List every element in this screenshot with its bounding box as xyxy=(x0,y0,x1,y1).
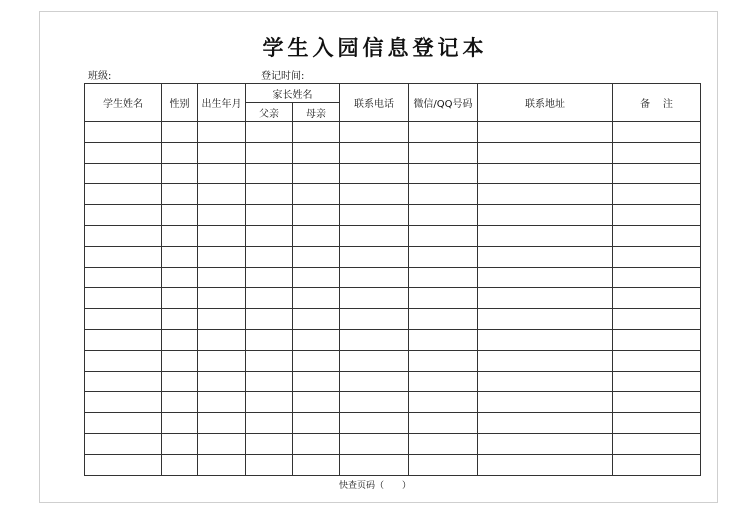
cell-remarks[interactable] xyxy=(613,267,701,288)
cell-mother[interactable] xyxy=(293,122,340,143)
cell-birth-date[interactable] xyxy=(198,163,246,184)
cell-wechat-qq[interactable] xyxy=(409,163,478,184)
cell-phone[interactable] xyxy=(340,371,409,392)
cell-remarks[interactable] xyxy=(613,142,701,163)
header-address: 联系地址 xyxy=(478,84,613,122)
cell-student-name[interactable] xyxy=(85,122,162,143)
cell-wechat-qq[interactable] xyxy=(409,371,478,392)
cell-gender[interactable] xyxy=(162,329,198,350)
cell-phone[interactable] xyxy=(340,413,409,434)
cell-father[interactable] xyxy=(246,329,293,350)
cell-phone[interactable] xyxy=(340,350,409,371)
cell-birth-date[interactable] xyxy=(198,413,246,434)
cell-address[interactable] xyxy=(478,267,613,288)
header-parent-names: 家长姓名 xyxy=(246,84,340,103)
cell-mother[interactable] xyxy=(293,205,340,226)
cell-mother[interactable] xyxy=(293,371,340,392)
cell-father[interactable] xyxy=(246,454,293,475)
cell-student-name[interactable] xyxy=(85,267,162,288)
cell-gender[interactable] xyxy=(162,350,198,371)
cell-phone[interactable] xyxy=(340,454,409,475)
cell-wechat-qq[interactable] xyxy=(409,205,478,226)
cell-remarks[interactable] xyxy=(613,225,701,246)
cell-mother[interactable] xyxy=(293,142,340,163)
cell-mother[interactable] xyxy=(293,309,340,330)
cell-wechat-qq[interactable] xyxy=(409,267,478,288)
cell-phone[interactable] xyxy=(340,309,409,330)
cell-remarks[interactable] xyxy=(613,309,701,330)
cell-student-name[interactable] xyxy=(85,309,162,330)
cell-wechat-qq[interactable] xyxy=(409,184,478,205)
cell-address[interactable] xyxy=(478,225,613,246)
cell-gender[interactable] xyxy=(162,225,198,246)
cell-father[interactable] xyxy=(246,246,293,267)
cell-wechat-qq[interactable] xyxy=(409,309,478,330)
table-row xyxy=(85,184,701,205)
cell-father[interactable] xyxy=(246,392,293,413)
table-header xyxy=(85,84,701,122)
cell-mother[interactable] xyxy=(293,163,340,184)
cell-wechat-qq[interactable] xyxy=(409,122,478,143)
cell-father[interactable] xyxy=(246,371,293,392)
cell-wechat-qq[interactable] xyxy=(409,142,478,163)
cell-address[interactable] xyxy=(478,309,613,330)
cell-address[interactable] xyxy=(478,142,613,163)
cell-remarks[interactable] xyxy=(613,288,701,309)
cell-phone[interactable] xyxy=(340,392,409,413)
class-label: 班级: xyxy=(88,71,112,82)
cell-birth-date[interactable] xyxy=(198,142,246,163)
cell-gender[interactable] xyxy=(162,433,198,454)
cell-father[interactable] xyxy=(246,163,293,184)
cell-student-name[interactable] xyxy=(85,392,162,413)
cell-gender[interactable] xyxy=(162,288,198,309)
table-row xyxy=(85,288,701,309)
cell-father[interactable] xyxy=(246,225,293,246)
cell-mother[interactable] xyxy=(293,267,340,288)
cell-remarks[interactable] xyxy=(613,122,701,143)
cell-student-name[interactable] xyxy=(85,288,162,309)
cell-gender[interactable] xyxy=(162,142,198,163)
header-student-name: 学生姓名 xyxy=(85,84,162,122)
cell-gender[interactable] xyxy=(162,371,198,392)
cell-phone[interactable] xyxy=(340,329,409,350)
cell-birth-date[interactable] xyxy=(198,329,246,350)
page-title: 学生入园信息登记本 xyxy=(262,36,488,60)
cell-father[interactable] xyxy=(246,184,293,205)
table-row xyxy=(85,246,701,267)
header-birth-date: 出生年月 xyxy=(198,84,246,122)
cell-phone[interactable] xyxy=(340,225,409,246)
cell-address[interactable] xyxy=(478,433,613,454)
cell-address[interactable] xyxy=(478,288,613,309)
cell-wechat-qq[interactable] xyxy=(409,413,478,434)
cell-address[interactable] xyxy=(478,371,613,392)
table-row xyxy=(85,309,701,330)
cell-student-name[interactable] xyxy=(85,413,162,434)
cell-gender[interactable] xyxy=(162,267,198,288)
cell-birth-date[interactable] xyxy=(198,309,246,330)
cell-phone[interactable] xyxy=(340,267,409,288)
cell-student-name[interactable] xyxy=(85,329,162,350)
cell-phone[interactable] xyxy=(340,142,409,163)
cell-birth-date[interactable] xyxy=(198,184,246,205)
cell-address[interactable] xyxy=(478,329,613,350)
table-row xyxy=(85,413,701,434)
cell-address[interactable] xyxy=(478,122,613,143)
table-row xyxy=(85,433,701,454)
cell-student-name[interactable] xyxy=(85,371,162,392)
cell-address[interactable] xyxy=(478,163,613,184)
cell-mother[interactable] xyxy=(293,454,340,475)
cell-phone[interactable] xyxy=(340,288,409,309)
header-father: 父亲 xyxy=(246,103,293,122)
cell-student-name[interactable] xyxy=(85,433,162,454)
cell-father[interactable] xyxy=(246,350,293,371)
cell-phone[interactable] xyxy=(340,184,409,205)
cell-address[interactable] xyxy=(478,184,613,205)
cell-remarks[interactable] xyxy=(613,454,701,475)
table-row xyxy=(85,392,701,413)
cell-address[interactable] xyxy=(478,413,613,434)
cell-gender[interactable] xyxy=(162,413,198,434)
cell-father[interactable] xyxy=(246,122,293,143)
cell-remarks[interactable] xyxy=(613,350,701,371)
table-row xyxy=(85,225,701,246)
cell-remarks[interactable] xyxy=(613,246,701,267)
cell-mother[interactable] xyxy=(293,184,340,205)
table-body xyxy=(85,122,701,476)
cell-phone[interactable] xyxy=(340,246,409,267)
cell-wechat-qq[interactable] xyxy=(409,329,478,350)
cell-gender[interactable] xyxy=(162,454,198,475)
cell-address[interactable] xyxy=(478,246,613,267)
cell-father[interactable] xyxy=(246,433,293,454)
cell-father[interactable] xyxy=(246,288,293,309)
cell-wechat-qq[interactable] xyxy=(409,392,478,413)
cell-remarks[interactable] xyxy=(613,184,701,205)
cell-father[interactable] xyxy=(246,309,293,330)
cell-birth-date[interactable] xyxy=(198,267,246,288)
registration-table xyxy=(84,83,701,476)
cell-phone[interactable] xyxy=(340,122,409,143)
cell-mother[interactable] xyxy=(293,413,340,434)
cell-student-name[interactable] xyxy=(85,142,162,163)
cell-mother[interactable] xyxy=(293,329,340,350)
table-row xyxy=(85,205,701,226)
cell-gender[interactable] xyxy=(162,392,198,413)
table-row xyxy=(85,371,701,392)
table-row xyxy=(85,267,701,288)
cell-birth-date[interactable] xyxy=(198,392,246,413)
header-gender: 性别 xyxy=(162,84,198,122)
cell-mother[interactable] xyxy=(293,350,340,371)
cell-birth-date[interactable] xyxy=(198,433,246,454)
cell-remarks[interactable] xyxy=(613,413,701,434)
cell-gender[interactable] xyxy=(162,205,198,226)
cell-mother[interactable] xyxy=(293,225,340,246)
cell-address[interactable] xyxy=(478,205,613,226)
cell-gender[interactable] xyxy=(162,163,198,184)
cell-birth-date[interactable] xyxy=(198,122,246,143)
cell-wechat-qq[interactable] xyxy=(409,433,478,454)
page-number-label: 快查页码（ ） xyxy=(338,481,411,491)
table-row xyxy=(85,454,701,475)
cell-remarks[interactable] xyxy=(613,392,701,413)
table-row xyxy=(85,329,701,350)
cell-gender[interactable] xyxy=(162,122,198,143)
cell-student-name[interactable] xyxy=(85,350,162,371)
cell-birth-date[interactable] xyxy=(198,454,246,475)
cell-gender[interactable] xyxy=(162,184,198,205)
header-mother: 母亲 xyxy=(293,103,340,122)
cell-birth-date[interactable] xyxy=(198,246,246,267)
cell-address[interactable] xyxy=(478,454,613,475)
cell-student-name[interactable] xyxy=(85,246,162,267)
cell-birth-date[interactable] xyxy=(198,225,246,246)
table-row xyxy=(85,122,701,143)
table-row xyxy=(85,350,701,371)
cell-father[interactable] xyxy=(246,205,293,226)
header-phone: 联系电话 xyxy=(340,84,409,122)
cell-gender[interactable] xyxy=(162,309,198,330)
cell-student-name[interactable] xyxy=(85,205,162,226)
cell-remarks[interactable] xyxy=(613,371,701,392)
cell-wechat-qq[interactable] xyxy=(409,246,478,267)
cell-birth-date[interactable] xyxy=(198,371,246,392)
header-remarks: 备 注 xyxy=(613,84,701,122)
cell-wechat-qq[interactable] xyxy=(409,225,478,246)
cell-student-name[interactable] xyxy=(85,163,162,184)
cell-student-name[interactable] xyxy=(85,454,162,475)
cell-remarks[interactable] xyxy=(613,205,701,226)
cell-wechat-qq[interactable] xyxy=(409,454,478,475)
cell-father[interactable] xyxy=(246,413,293,434)
cell-birth-date[interactable] xyxy=(198,288,246,309)
cell-address[interactable] xyxy=(478,350,613,371)
cell-gender[interactable] xyxy=(162,246,198,267)
cell-wechat-qq[interactable] xyxy=(409,288,478,309)
cell-phone[interactable] xyxy=(340,205,409,226)
cell-mother[interactable] xyxy=(293,392,340,413)
cell-mother[interactable] xyxy=(293,288,340,309)
cell-mother[interactable] xyxy=(293,433,340,454)
cell-remarks[interactable] xyxy=(613,433,701,454)
cell-remarks[interactable] xyxy=(613,329,701,350)
cell-birth-date[interactable] xyxy=(198,205,246,226)
cell-mother[interactable] xyxy=(293,246,340,267)
header-wechat-qq: 微信/QQ号码 xyxy=(409,84,478,122)
cell-remarks[interactable] xyxy=(613,163,701,184)
cell-student-name[interactable] xyxy=(85,225,162,246)
table-row xyxy=(85,142,701,163)
cell-address[interactable] xyxy=(478,392,613,413)
cell-father[interactable] xyxy=(246,142,293,163)
cell-father[interactable] xyxy=(246,267,293,288)
cell-wechat-qq[interactable] xyxy=(409,350,478,371)
cell-student-name[interactable] xyxy=(85,184,162,205)
cell-phone[interactable] xyxy=(340,163,409,184)
cell-phone[interactable] xyxy=(340,433,409,454)
registration-date-label: 登记时间: xyxy=(261,71,305,82)
table-row xyxy=(85,163,701,184)
cell-birth-date[interactable] xyxy=(198,350,246,371)
